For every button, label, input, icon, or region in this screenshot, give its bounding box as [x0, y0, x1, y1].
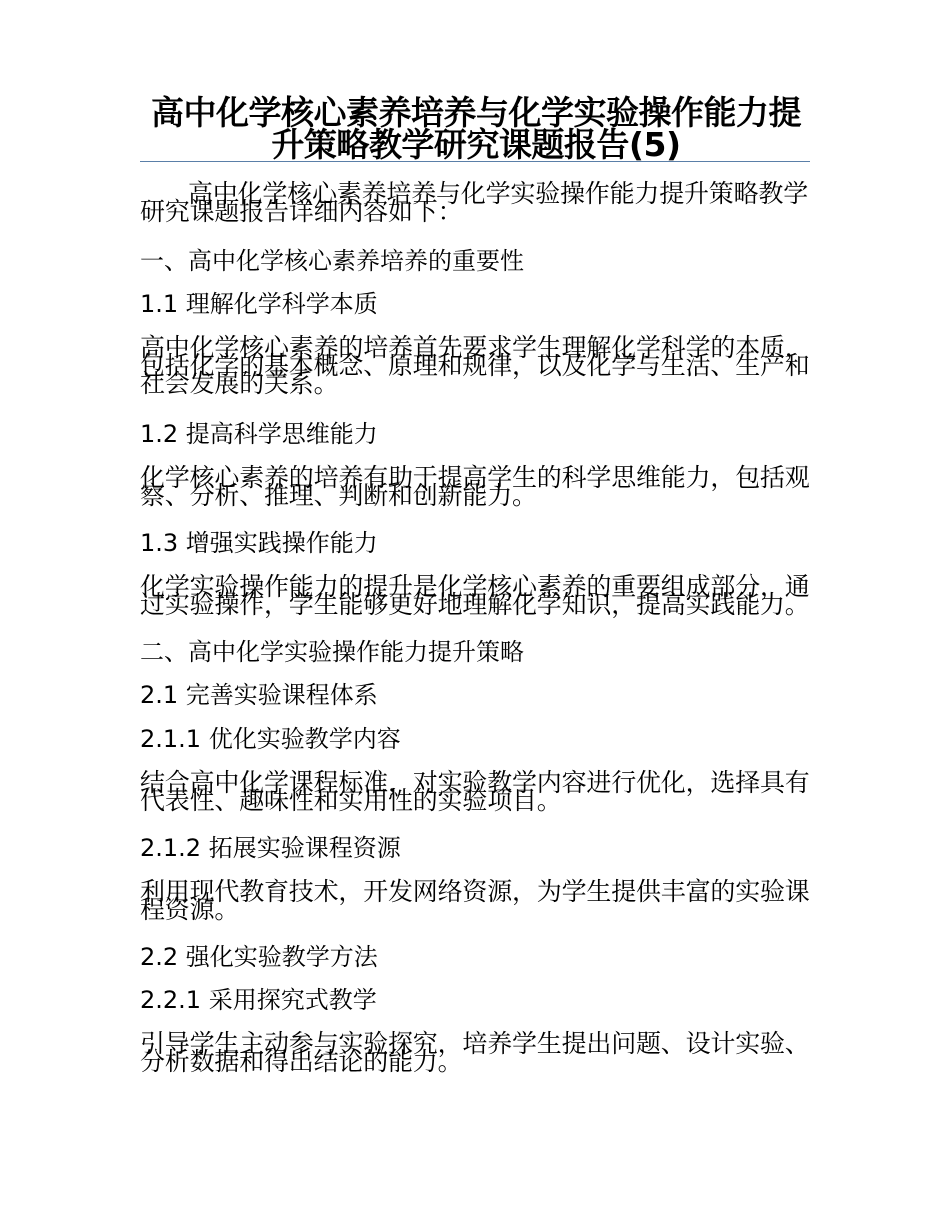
subsection-heading-1-1: 1.1 理解化学科学本质 [140, 290, 378, 318]
document-title: 高中化学核心素养培养与化学实验操作能力提升策略教学研究课题报告(5) [151, 93, 801, 164]
paragraph-2-1-2: 利用现代教育技术，开发网络资源，为学生提供丰富的实验课程资源。 [140, 877, 810, 924]
subsection-heading-2-1: 2.1 完善实验课程体系 [140, 681, 378, 709]
paragraph-2-2-1: 引导学生主动参与实验探究，培养学生提出问题、设计实验、分析数据和得出结论的能力。 [140, 1029, 810, 1076]
title-underline [140, 161, 810, 162]
section-heading-2: 二、高中化学实验操作能力提升策略 [140, 638, 524, 666]
subsection-heading-2-1-1: 2.1.1 优化实验教学内容 [140, 725, 401, 753]
subsection-heading-2-2: 2.2 强化实验教学方法 [140, 943, 378, 971]
paragraph-1-2: 化学核心素养的培养有助于提高学生的科学思维能力，包括观察、分析、推理、判断和创新能力。 [140, 463, 810, 510]
subsection-heading-2-2-1: 2.2.1 采用探究式教学 [140, 986, 377, 1014]
paragraph-1-1: 高中化学核心素养的培养首先要求学生理解化学科学的本质，包括化学的基本概念、原理和规律，以及化学与生活、生产和社会发展的关系。 [140, 333, 810, 398]
subsection-heading-1-3: 1.3 增强实践操作能力 [140, 529, 378, 557]
subsection-heading-2-1-2: 2.1.2 拓展实验课程资源 [140, 834, 401, 862]
intro-paragraph: 高中化学核心素养培养与化学实验操作能力提升策略教学研究课题报告详细内容如下： [140, 179, 809, 226]
paragraph-1-3: 化学实验操作能力的提升是化学核心素养的重要组成部分，通过实验操作，学生能够更好地理解化学知识，提高实践能力。 [140, 572, 810, 619]
paragraph-2-1-1: 结合高中化学课程标准，对实验教学内容进行优化，选择具有代表性、趣味性和实用性的实验项目。 [140, 768, 810, 815]
subsection-heading-1-2: 1.2 提高科学思维能力 [140, 420, 378, 448]
section-heading-1: 一、高中化学核心素养培养的重要性 [140, 247, 524, 275]
